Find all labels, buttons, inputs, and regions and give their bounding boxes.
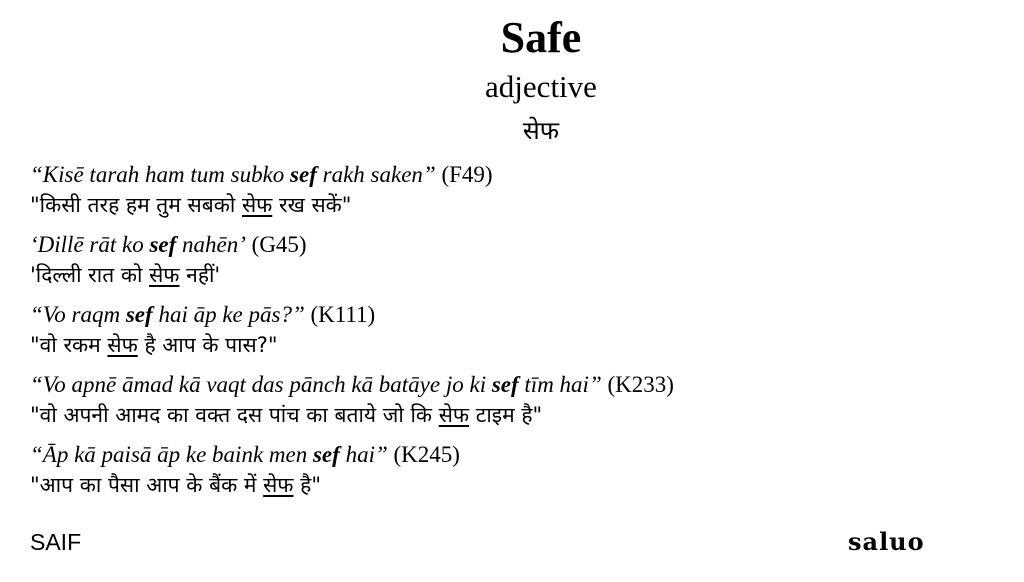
keyword: sef [312, 442, 340, 467]
hindi-keyword: सेफ [438, 403, 470, 427]
example-hindi [30, 470, 1010, 500]
example-1 [30, 160, 1010, 220]
example-3 [30, 300, 1010, 360]
hindi-headword: सेफ [522, 116, 560, 145]
example-hindi [30, 400, 1010, 430]
hindi-keyword: सेफ [241, 193, 273, 217]
hindi-keyword: सेफ [107, 333, 138, 357]
hindi-text: "वो अपनी आमद का वक्त दस पांच का बताये जो कि [30, 403, 439, 427]
translit-text: “Kisē tarah ham tum subko [30, 162, 291, 187]
hindi-text: "किसी तरह हम तुम सबको [30, 193, 242, 217]
hindi-text: टाइम है" [469, 403, 543, 427]
example-hindi [30, 190, 1010, 220]
keyword: sef [290, 162, 317, 187]
example-transliteration [30, 230, 1010, 260]
translit-text: tīm hai” [518, 372, 602, 397]
translit-text: ‘Dillē rāt ko [30, 232, 150, 257]
source-reference: (F49) [435, 162, 493, 187]
part-of-speech: adjective [485, 69, 597, 104]
example-4 [30, 370, 1010, 430]
keyword: sef [491, 372, 519, 397]
source-reference: (K245) [387, 442, 460, 467]
hindi-text: "वो रकम [30, 333, 108, 357]
hindi-text: रख सकें" [272, 193, 352, 217]
example-hindi [30, 330, 1010, 360]
translit-text: rakh saken” [316, 162, 436, 187]
hindi-text: नहीं' [179, 263, 221, 287]
example-2 [30, 230, 1010, 290]
hindi-text: 'दिल्ली रात को [30, 263, 150, 287]
footer-code: SAIF [30, 529, 82, 555]
hindi-text: है" [293, 473, 321, 497]
keyword: sef [149, 232, 177, 257]
keyword: sef [125, 302, 153, 327]
hindi-keyword: सेफ [263, 473, 294, 497]
entry-title: Safe [500, 13, 582, 62]
example-hindi [30, 260, 1010, 290]
source-reference: (K233) [601, 372, 674, 397]
translit-text: “Vo raqm [30, 302, 126, 327]
translit-text: hai” [339, 442, 388, 467]
hindi-text: है आप के पास?" [137, 333, 278, 357]
translit-text: “Vo apnē āmad kā vaqt das pānch kā batāye jo ki [30, 372, 492, 397]
example-transliteration [30, 370, 1010, 400]
examples-list [30, 160, 1010, 500]
source-reference: (K111) [304, 302, 376, 327]
footer-etymology: saluo [848, 527, 925, 556]
example-transliteration [30, 300, 1010, 330]
example-transliteration [30, 160, 1010, 190]
translit-text: hai āp ke pās?” [152, 302, 305, 327]
hindi-text: "आप का पैसा आप के बैंक में [30, 473, 264, 497]
translit-text: nahēn’ [176, 232, 246, 257]
example-transliteration [30, 440, 1010, 470]
source-reference: (G45) [245, 232, 307, 257]
translit-text: “Āp kā paisā āp ke baink men [30, 442, 313, 467]
example-5 [30, 440, 1010, 500]
hindi-keyword: सेफ [149, 263, 180, 287]
